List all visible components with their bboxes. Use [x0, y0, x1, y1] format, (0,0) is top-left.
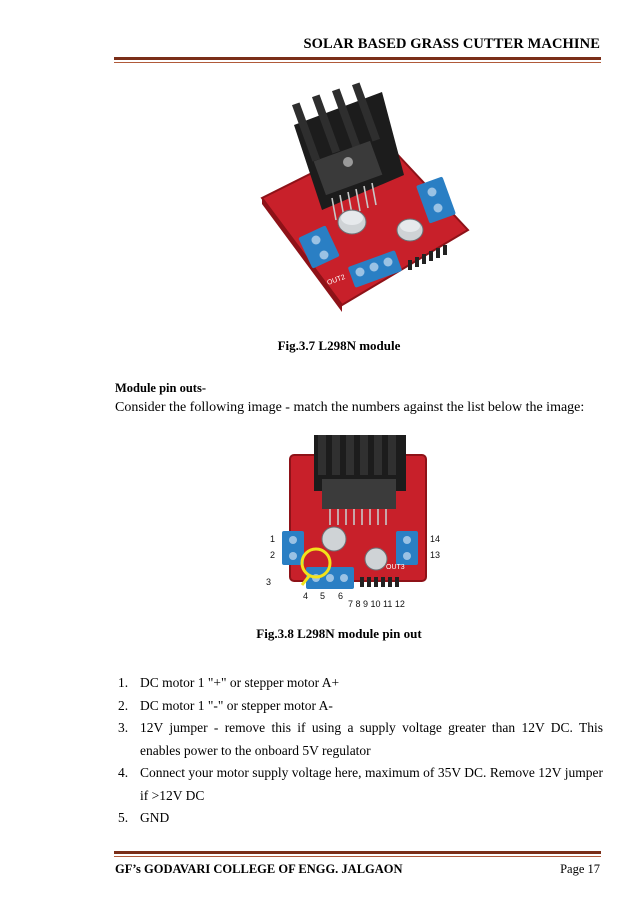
l298n-pinout-photo: [234, 435, 482, 613]
figure-caption-2: Fig.3.8 L298N module pin out: [256, 626, 422, 641]
page-number: Page 17: [560, 862, 600, 876]
list-item: [118, 717, 603, 762]
footer-rule-thin: [114, 856, 601, 857]
figure-caption-1: Fig.3.7 L298N module: [277, 338, 401, 353]
header-rule-thin: [114, 62, 601, 63]
list-item-number: 2.: [118, 697, 129, 713]
list-item-text: Connect your motor supply voltage here, maximum of 35V DC. Remove 12V jumper if >12V DC: [140, 765, 603, 803]
pin-description-list: [118, 672, 603, 830]
list-item: [118, 672, 603, 695]
list-item-number: 3.: [118, 720, 129, 735]
pin-label-4: 4: [303, 591, 309, 601]
page-header-title: SOLAR BASED GRASS CUTTER MACHINE: [303, 36, 600, 52]
list-item-text: DC motor 1 "+" or stepper motor A+: [140, 675, 340, 690]
section-heading: Module pin outs-: [115, 381, 206, 395]
list-item-number: 5.: [118, 810, 129, 825]
pin-label-3: 3: [266, 577, 272, 587]
footer-college-name: GF’s GODAVARI COLLEGE OF ENGG. JALGAON: [115, 862, 403, 876]
board-label-out3: OUT3: [386, 564, 405, 571]
list-item: [118, 695, 603, 718]
list-item: [118, 762, 603, 807]
intro-paragraph: Consider the following image - match the numbers against the list below the image:: [115, 400, 585, 415]
pin-label-14: 14: [430, 534, 441, 544]
footer-rule: [114, 851, 601, 854]
pin-label-13: 13: [430, 550, 441, 560]
list-item: [118, 807, 603, 830]
list-item-text: 12V jumper - remove this if using a supply voltage greater than 12V DC. This enables power to the onboard 5V regulator: [140, 720, 603, 758]
header-rule: [114, 57, 601, 60]
pin-label-2: 2: [270, 550, 276, 560]
pin-label-1: 1: [270, 534, 276, 544]
list-item-text: GND: [140, 810, 170, 825]
board-label-out2: OUT2: [326, 273, 347, 287]
l298n-module-photo: [232, 80, 482, 318]
pin-label-6: 6: [338, 591, 344, 601]
pin-label-7-12: 7 8 9 10 11 12: [348, 599, 405, 609]
list-item-number: 4.: [118, 765, 129, 780]
pin-label-5: 5: [320, 591, 326, 601]
list-item-text: DC motor 1 "-" or stepper motor A-: [140, 697, 333, 713]
list-item-number: 1.: [118, 675, 129, 690]
